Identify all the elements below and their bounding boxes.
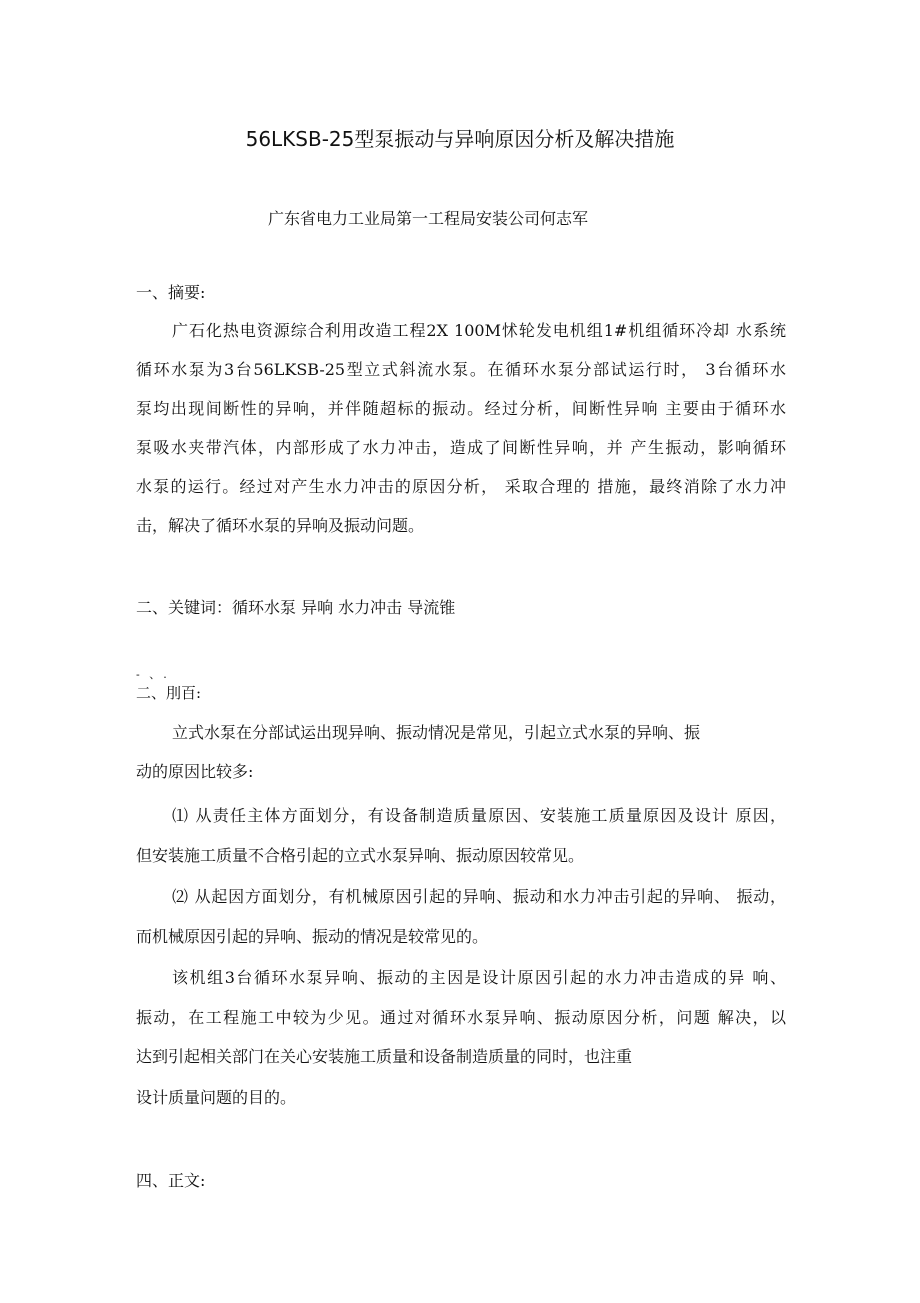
preface-line: ⑴ 从责任主体方面划分，有设备制造质量原因、安装施工质量原因及设计 原因，	[172, 806, 786, 825]
abstract-line: 循环水泵为3台56LKSB-25型立式斜流水泵。在循环水泵分部试运行时， 3台循环水	[136, 360, 786, 379]
preface-line: ⑵ 从起因方面划分，有机械原因引起的异响、振动和水力冲击引起的异响、 振动，	[172, 887, 786, 906]
body-heading: 四、正文:	[136, 1171, 206, 1190]
abstract-line: 泵吸水夹带汽体，内部形成了水力冲击，造成了间断性异响，并 产生振动，影响循环	[136, 438, 786, 457]
preface-line: 动的原因比较多:	[136, 762, 254, 781]
preface-line: 设计质量问题的目的。	[136, 1088, 297, 1107]
preface-line: 立式水泵在分部试运出现异响、振动情况是常见，引起立式水泵的异响、振	[172, 723, 701, 742]
scan-artifact: - 、.	[136, 668, 170, 681]
preface-line: 达到引起相关部门在关心安装施工质量和设备制造质量的同时，也注重	[136, 1047, 633, 1066]
abstract-heading: 一、摘要:	[136, 283, 206, 302]
preface-line: 但安装施工质量不合格引起的立式水泵异响、振动原因较常见。	[136, 846, 585, 865]
author-line: 广东省电力工业局第一工程局安装公司何志军	[268, 209, 589, 228]
preface-heading: 二、刖百:	[136, 684, 202, 702]
preface-line: 该机组3台循环水泵异响、振动的主因是设计原因引起的水力冲击造成的异 响、	[172, 968, 786, 987]
abstract-line: 广石化热电资源综合利用改造工程2X 100M怵轮发电机组1#机组循环冷却 水系统	[172, 321, 786, 340]
preface-line: 而机械原因引起的异响、振动的情况是较常见的。	[136, 927, 489, 946]
abstract-line: 水泵的运行。经过对产生水力冲击的原因分析， 采取合理的 措施，最终消除了水力冲	[136, 477, 786, 496]
preface-line: 振动，在工程施工中较为少见。通过对循环水泵异响、振动原因分析，问题 解决，以	[136, 1008, 786, 1027]
abstract-line: 泵均出现间断性的异响，并伴随超标的振动。经过分析，间断性异响 主要由于循环水	[136, 399, 786, 418]
abstract-line: 击，解决了循环水泵的异响及振动问题。	[136, 516, 425, 535]
keywords-line: 二、关键词：循环水泵 异响 水力冲击 导流锥	[136, 598, 456, 617]
document-title: 56LKSB-25型泵振动与异响原因分析及解决措施	[245, 127, 675, 151]
